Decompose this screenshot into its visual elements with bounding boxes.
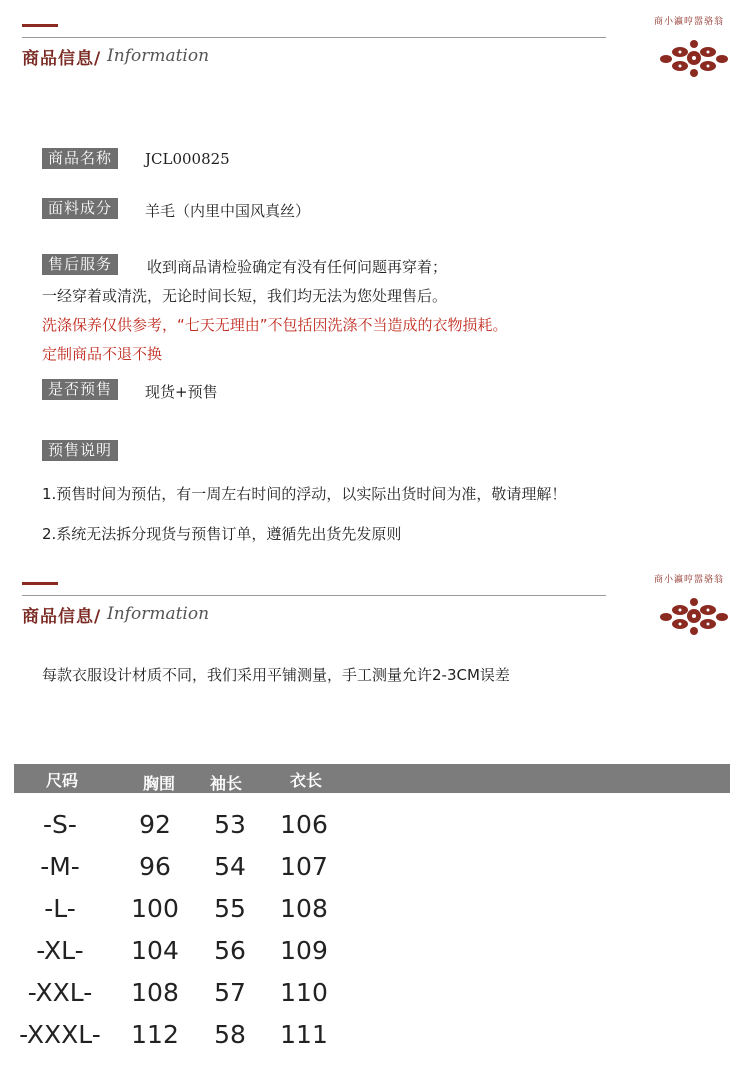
presale-note-tag: 预售说明 [42, 440, 118, 461]
presale-tag: 是否预售 [42, 379, 118, 400]
after-sale-line2: 一经穿着或清洗，无论时间长短，我们均无法为您处理售后。 [42, 287, 448, 305]
size-header-chest: 胸围 [143, 774, 176, 793]
product-name-value: JCL000825 [145, 150, 230, 168]
washing-note: 洗涤保养仅供参考，“七天无理由”不包括因洗涤不当造成的衣物损耗。 [42, 316, 508, 334]
fabric-tag: 面料成分 [42, 198, 118, 219]
table-cell-sleeve: 55 [214, 894, 246, 923]
fabric-value: 羊毛（内里中国风真丝） [145, 202, 311, 220]
section2-rule [22, 595, 606, 596]
table-cell-chest: 100 [131, 894, 179, 923]
section1-title-en: Information [107, 46, 210, 66]
size-header-sleeve: 袖长 [210, 774, 243, 793]
presale-value: 现货+预售 [145, 383, 218, 401]
table-cell-sleeve: 57 [214, 978, 246, 1007]
table-cell-length: 109 [280, 936, 328, 965]
brand-logo-2 [654, 572, 734, 653]
table-cell-length: 111 [280, 1020, 328, 1049]
chinese-knot-icon [654, 589, 734, 649]
section2-title-en: Information [107, 604, 210, 624]
table-cell-length: 110 [280, 978, 328, 1007]
size-header-length: 衣长 [290, 771, 323, 790]
after-sale-tag: 售后服务 [42, 254, 118, 275]
presale-note-1: 1.预售时间为预估，有一周左右时间的浮动，以实际出货时间为准，敬请理解！ [42, 485, 567, 503]
table-cell-size: -XXXL- [19, 1020, 101, 1049]
measurement-note: 每款衣服设计材质不同，我们采用平铺测量，手工测量允许2-3CM误差 [42, 666, 510, 684]
table-cell-length: 106 [280, 810, 328, 839]
table-cell-chest: 108 [131, 978, 179, 1007]
section1-title-cn: 商品信息/ [22, 49, 102, 69]
section2-accent-bar [22, 582, 58, 585]
table-cell-sleeve: 56 [214, 936, 246, 965]
table-cell-size: -XL- [36, 936, 84, 965]
section1-accent-bar [22, 24, 58, 27]
after-sale-line1: 收到商品请检验确定有没有任何问题再穿着； [147, 258, 448, 276]
brand-logo [654, 14, 734, 95]
section1-rule [22, 37, 606, 38]
section2-title-cn: 商品信息/ [22, 607, 102, 627]
table-cell-chest: 112 [131, 1020, 179, 1049]
table-cell-sleeve: 54 [214, 852, 246, 881]
logo-text: 商小瀛哼嚣骆翁 [654, 17, 725, 27]
table-cell-length: 107 [280, 852, 328, 881]
table-cell-chest: 92 [139, 810, 171, 839]
table-cell-length: 108 [280, 894, 328, 923]
table-cell-sleeve: 58 [214, 1020, 246, 1049]
table-cell-size: -XXL- [27, 978, 93, 1007]
custom-no-return-note: 定制商品不退不换 [42, 345, 163, 363]
table-cell-size: -S- [43, 810, 77, 839]
table-cell-chest: 96 [139, 852, 171, 881]
chinese-knot-icon [654, 31, 734, 91]
table-cell-chest: 104 [131, 936, 179, 965]
table-cell-size: -M- [40, 852, 80, 881]
presale-note-2: 2.系统无法拆分现货与预售订单，遵循先出货先发原则 [42, 525, 402, 543]
logo-text-2: 商小瀛哼嚣骆翁 [654, 575, 725, 585]
size-header-size: 尺码 [46, 771, 79, 790]
size-table-header [14, 764, 730, 793]
table-cell-sleeve: 53 [214, 810, 246, 839]
product-name-tag: 商品名称 [42, 148, 118, 169]
table-cell-size: -L- [44, 894, 76, 923]
